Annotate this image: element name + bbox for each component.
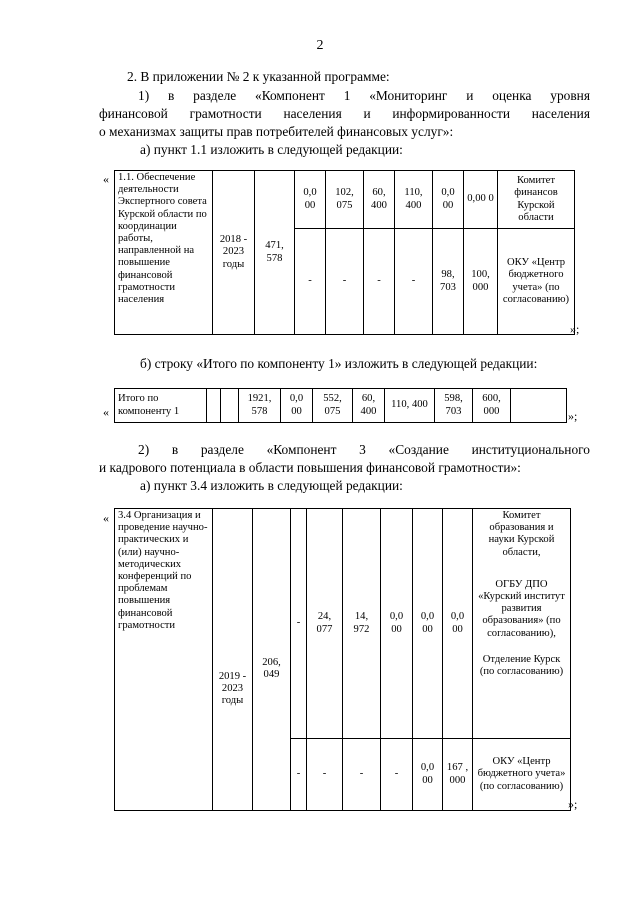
value-cell: 110, 400: [395, 171, 433, 229]
value-cell: 60, 400: [364, 171, 395, 229]
table-item-1-1: [114, 170, 575, 335]
value-cell: -: [343, 739, 381, 811]
value-cell: -: [291, 509, 307, 739]
table3-close-quote: »;: [568, 797, 578, 811]
value-cell: 0,0 00: [413, 509, 443, 739]
table-total-component-1: [114, 388, 567, 423]
value-cell: 0,0 00: [433, 171, 464, 229]
component-1-line-2: финансовой грамотности населения и информированности населения: [99, 106, 590, 121]
value-cell: 24, 077: [307, 509, 343, 739]
value-cell: -: [364, 229, 395, 335]
value-cell: 60, 400: [353, 389, 385, 423]
value-cell: 0,0 00: [381, 509, 413, 739]
value-cell: 0,0 00: [295, 171, 326, 229]
value-cell: 0,0 00: [443, 509, 473, 739]
component-3-line-2: и кадрового потенциала в области повышения финансовой грамотности»:: [99, 460, 521, 475]
value-cell: 0,0 00: [413, 739, 443, 811]
years-cell: 2019 - 2023 годы: [213, 509, 253, 811]
executor-cell: ОКУ «Центр бюджетного учета» (по согласованию): [473, 739, 571, 811]
years-cell: 2018 - 2023 годы: [213, 171, 255, 335]
value-cell: -: [381, 739, 413, 811]
value-cell: 98, 703: [433, 229, 464, 335]
value-cell: 600, 000: [473, 389, 511, 423]
table1-open-quote: «: [103, 172, 109, 186]
component-1-line-1: 1) в разделе «Компонент 1 «Мониторинг и оценка уровня: [138, 88, 590, 103]
total-cell: 206, 049: [253, 509, 291, 811]
value-cell: -: [326, 229, 364, 335]
component-3-line-1: 2) в разделе «Компонент 3 «Создание институционального: [138, 442, 590, 457]
item-a-heading: а) пункт 1.1 изложить в следующей редакции:: [140, 142, 403, 157]
table2-open-quote: «: [103, 405, 109, 419]
executor-cell: Комитет финансов Курской области: [498, 171, 575, 229]
total-cell: 471, 578: [255, 171, 295, 335]
empty-cell: [207, 389, 221, 423]
empty-cell: [221, 389, 239, 423]
value-cell: 167 , 000: [443, 739, 473, 811]
value-cell: 552, 075: [313, 389, 353, 423]
item-a2-heading: а) пункт 3.4 изложить в следующей редакции:: [140, 478, 403, 493]
item-name-cell: 1.1. Обеспечение деятельности Экспертного совета Курской области по координации работы, направленной на повышение финансовой грамотности населения: [115, 171, 213, 335]
paragraph-2-heading: 2. В приложении № 2 к указанной программе:: [127, 69, 390, 84]
value-cell: -: [291, 739, 307, 811]
executor-a: Комитет образования и науки Курской области,: [488, 510, 555, 558]
value-cell: 0,0 00: [281, 389, 313, 423]
value-cell: -: [295, 229, 326, 335]
table1-close-quote: »;: [570, 322, 580, 336]
value-cell: -: [395, 229, 433, 335]
value-cell: 598, 703: [435, 389, 473, 423]
table2-close-quote: »;: [568, 409, 578, 423]
value-cell: -: [307, 739, 343, 811]
value-cell: 0,00 0: [464, 171, 498, 229]
item-name-cell: 3.4 Организация и проведение научно-практических и (или) научно-методических конференций по проблемам повышения финансовой грамотности: [115, 509, 213, 811]
table-item-3-4: [114, 508, 571, 811]
page-number: 2: [316, 38, 324, 53]
executor-cell: ОКУ «Центр бюджетного учета» (по согласованию): [498, 229, 575, 335]
executor-c: Отделение Курск (по согласованию): [479, 653, 564, 678]
item-b-heading: б) строку «Итого по компоненту 1» изложить в следующей редакции:: [140, 356, 538, 371]
empty-cell: [511, 389, 567, 423]
value-cell: 14, 972: [343, 509, 381, 739]
executor-b: ОГБУ ДПО «Курский институт развития образования» (по согласованию),: [478, 578, 565, 639]
value-cell: 110, 400: [385, 389, 435, 423]
value-cell: 1921, 578: [239, 389, 281, 423]
total-label-cell: Итого по компоненту 1: [115, 389, 207, 423]
component-1-line-3: о механизмах защиты прав потребителей финансовых услуг»:: [99, 124, 454, 139]
executor-cell: [473, 509, 571, 739]
value-cell: 102, 075: [326, 171, 364, 229]
table3-open-quote: «: [103, 511, 109, 525]
value-cell: 100, 000: [464, 229, 498, 335]
